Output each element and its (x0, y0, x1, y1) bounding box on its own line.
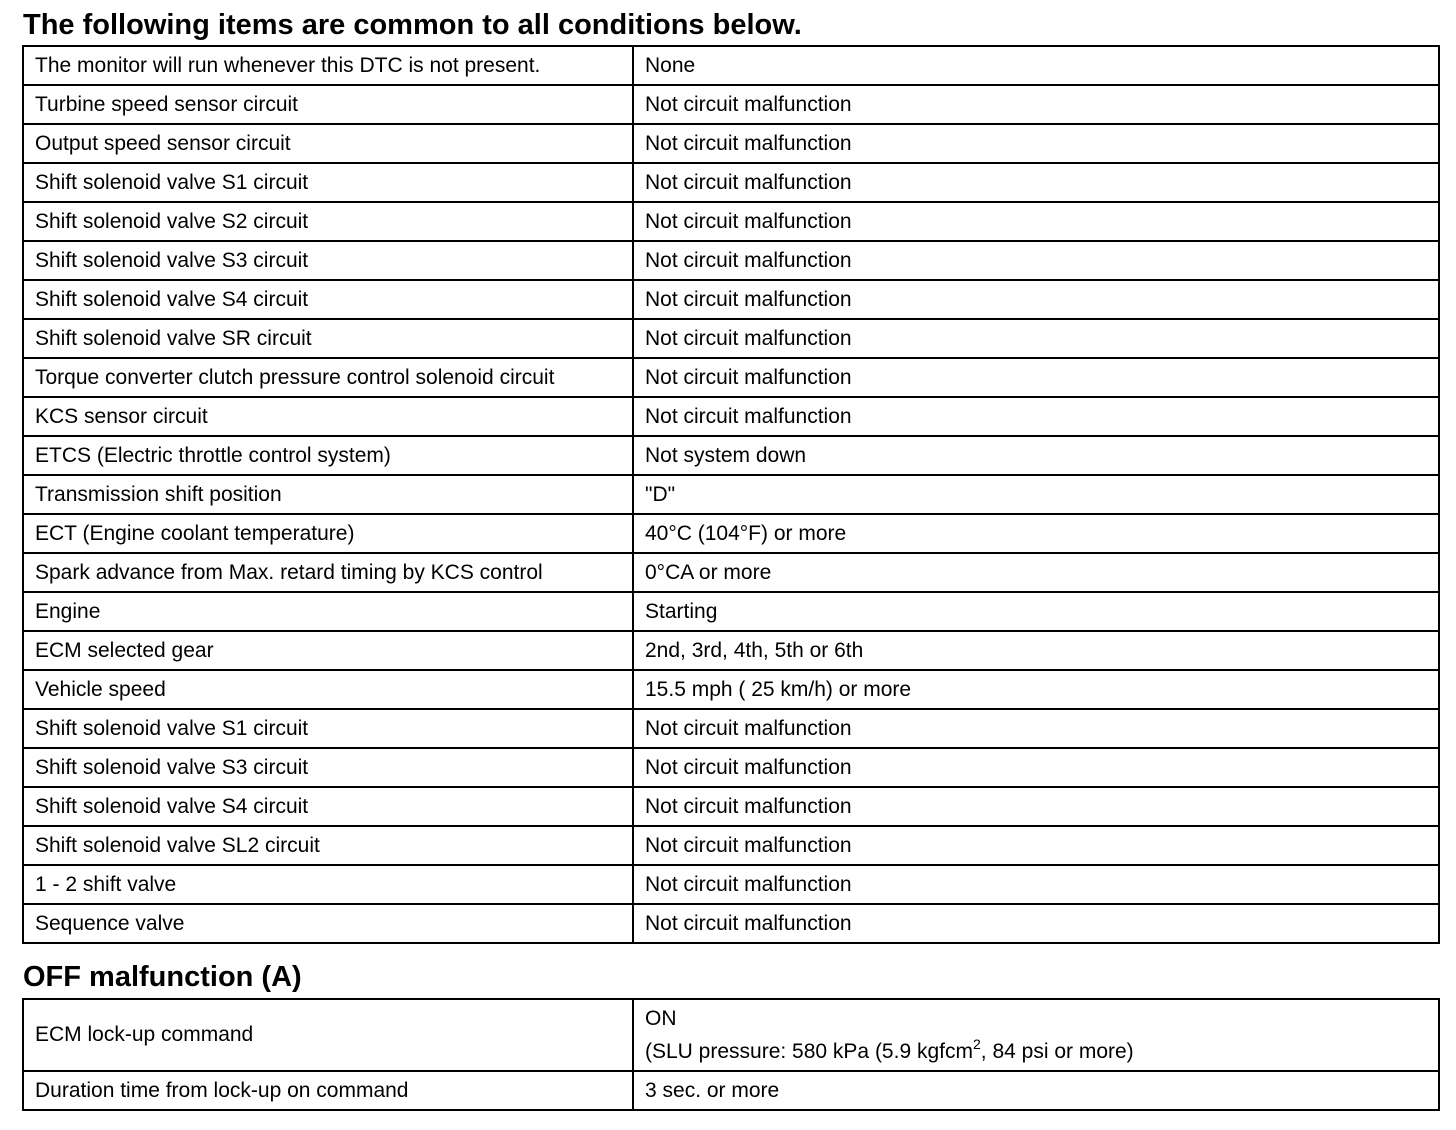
table-row (23, 514, 1439, 553)
item-cell: The monitor will run whenever this DTC is not present. (23, 46, 633, 85)
item-cell: ETCS (Electric throttle control system) (23, 436, 633, 475)
item-cell: Shift solenoid valve S2 circuit (23, 202, 633, 241)
condition-cell: Not circuit malfunction (633, 202, 1439, 241)
item-cell: ECM selected gear (23, 631, 633, 670)
item-cell: 1 - 2 shift valve (23, 865, 633, 904)
condition-cell: Not circuit malfunction (633, 709, 1439, 748)
condition-cell: Not circuit malfunction (633, 319, 1439, 358)
item-cell: Shift solenoid valve S3 circuit (23, 748, 633, 787)
item-cell: Spark advance from Max. retard timing by KCS control (23, 553, 633, 592)
table-row (23, 553, 1439, 592)
condition-cell: Starting (633, 592, 1439, 631)
table-row (23, 865, 1439, 904)
condition-cell: 0°CA or more (633, 553, 1439, 592)
table-row (23, 670, 1439, 709)
off-malfunction-table (22, 998, 1440, 1111)
table-row (23, 241, 1439, 280)
item-cell: Transmission shift position (23, 475, 633, 514)
table-row (23, 904, 1439, 943)
table-row (23, 826, 1439, 865)
condition-cell: Not circuit malfunction (633, 397, 1439, 436)
condition-line: ON (645, 1006, 677, 1030)
item-cell: Shift solenoid valve S4 circuit (23, 280, 633, 319)
table-row (23, 319, 1439, 358)
condition-cell: Not circuit malfunction (633, 748, 1439, 787)
table-row (23, 475, 1439, 514)
condition-text: , 84 psi or more) (980, 1039, 1134, 1063)
condition-cell: Not circuit malfunction (633, 826, 1439, 865)
table-row (23, 1071, 1439, 1110)
condition-cell: Not circuit malfunction (633, 358, 1439, 397)
condition-cell: None (633, 46, 1439, 85)
superscript: 2 (972, 1035, 981, 1052)
condition-cell: Not circuit malfunction (633, 865, 1439, 904)
item-cell: KCS sensor circuit (23, 397, 633, 436)
condition-cell: Not circuit malfunction (633, 241, 1439, 280)
condition-cell: 40°C (104°F) or more (633, 514, 1439, 553)
common-conditions-heading: The following items are common to all conditions below. (23, 9, 802, 41)
condition-cell: Not circuit malfunction (633, 280, 1439, 319)
common-conditions-table (22, 45, 1440, 944)
condition-text: (SLU pressure: 580 kPa (5.9 kgfcm (645, 1039, 973, 1063)
condition-line (645, 1035, 1438, 1064)
item-cell: ECM lock-up command (23, 999, 633, 1071)
condition-cell: 3 sec. or more (633, 1071, 1439, 1110)
item-cell: Vehicle speed (23, 670, 633, 709)
table-row (23, 787, 1439, 826)
table-row (23, 85, 1439, 124)
table-row (23, 999, 1439, 1071)
item-cell: Engine (23, 592, 633, 631)
off-malfunction-heading: OFF malfunction (A) (23, 961, 302, 993)
table-row (23, 397, 1439, 436)
table-row (23, 748, 1439, 787)
item-cell: Shift solenoid valve S1 circuit (23, 163, 633, 202)
item-cell: Shift solenoid valve SR circuit (23, 319, 633, 358)
table-row (23, 163, 1439, 202)
table-row (23, 709, 1439, 748)
condition-cell: Not circuit malfunction (633, 163, 1439, 202)
table-row (23, 436, 1439, 475)
item-cell: Output speed sensor circuit (23, 124, 633, 163)
condition-cell: Not circuit malfunction (633, 787, 1439, 826)
condition-cell: Not circuit malfunction (633, 904, 1439, 943)
item-cell: Duration time from lock-up on command (23, 1071, 633, 1110)
condition-cell: Not circuit malfunction (633, 85, 1439, 124)
table-row (23, 202, 1439, 241)
off-malfunction-table-body (23, 999, 1439, 1110)
table-row (23, 280, 1439, 319)
condition-cell: 2nd, 3rd, 4th, 5th or 6th (633, 631, 1439, 670)
condition-cell: Not system down (633, 436, 1439, 475)
common-conditions-table-body (23, 46, 1439, 943)
table-row (23, 631, 1439, 670)
table-row (23, 592, 1439, 631)
item-cell: Shift solenoid valve S4 circuit (23, 787, 633, 826)
item-cell: Shift solenoid valve SL2 circuit (23, 826, 633, 865)
condition-cell: 15.5 mph ( 25 km/h) or more (633, 670, 1439, 709)
condition-cell: Not circuit malfunction (633, 124, 1439, 163)
table-row (23, 124, 1439, 163)
table-row (23, 46, 1439, 85)
item-cell: ECT (Engine coolant temperature) (23, 514, 633, 553)
item-cell: Torque converter clutch pressure control solenoid circuit (23, 358, 633, 397)
item-cell: Shift solenoid valve S1 circuit (23, 709, 633, 748)
item-cell: Shift solenoid valve S3 circuit (23, 241, 633, 280)
table-row (23, 358, 1439, 397)
condition-cell: "D" (633, 475, 1439, 514)
condition-cell (633, 999, 1439, 1071)
item-cell: Sequence valve (23, 904, 633, 943)
item-cell: Turbine speed sensor circuit (23, 85, 633, 124)
